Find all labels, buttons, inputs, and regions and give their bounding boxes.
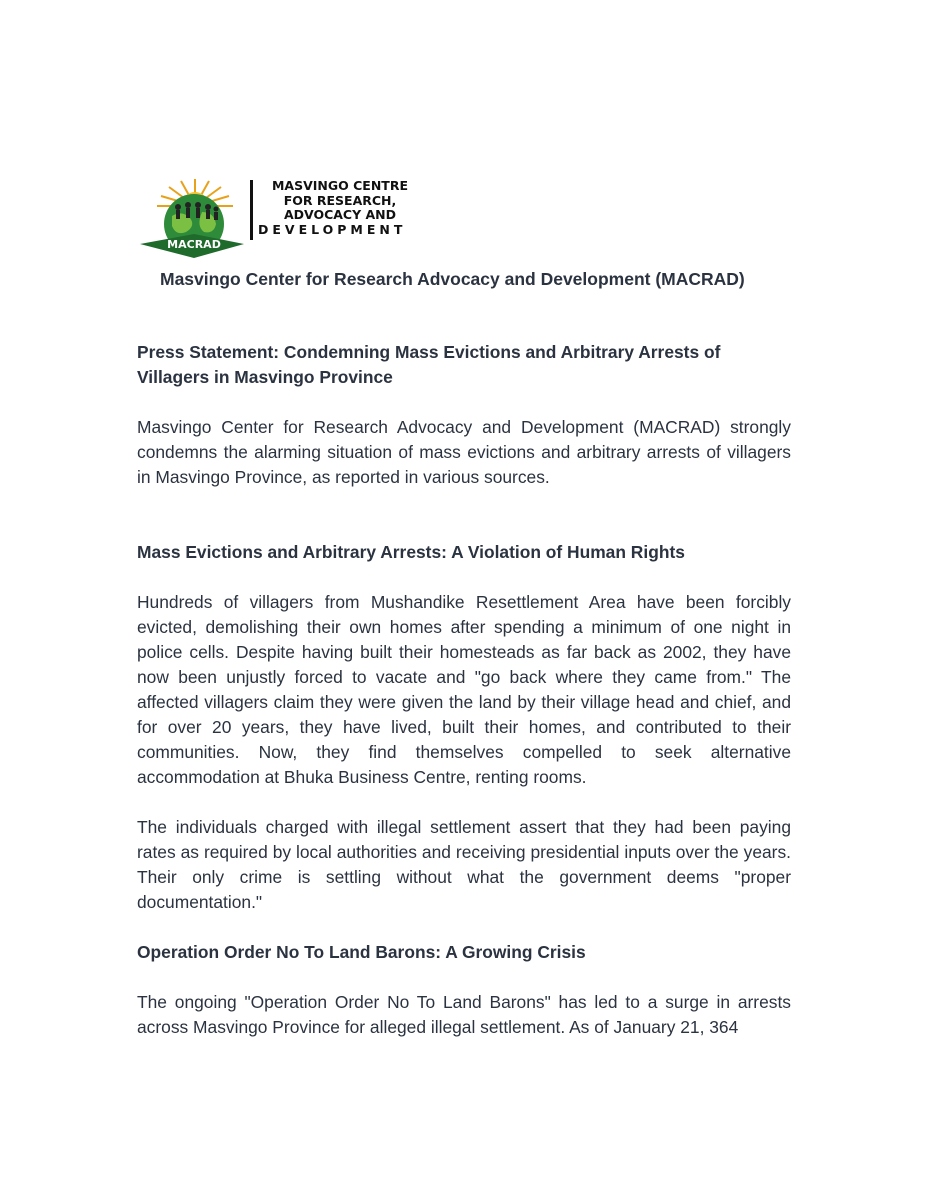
organization-heading: Masvingo Center for Research Advocacy and Development (MACRAD) xyxy=(160,269,745,289)
logo-line-3: ADVOCACY AND xyxy=(283,207,397,222)
paragraph-operation: The ongoing "Operation Order No To Land Barons" has led to a surge in arrests across Masvingo Province for alleged illegal settlement. As of January 21, 364 xyxy=(137,992,791,1037)
logo-wordmark xyxy=(254,179,426,237)
section-heading-operation: Operation Order No To Land Barons: A Growing Crisis xyxy=(137,942,586,962)
press-statement-title: Press Statement: Condemning Mass Evictions and Arbitrary Arrests of Villagers in Masvingo Province xyxy=(137,342,721,387)
macrad-badge: MACRAD xyxy=(167,238,221,251)
logo-line-4: DEVELOPMENT xyxy=(258,221,407,237)
intro-paragraph: Masvingo Center for Research Advocacy and Development (MACRAD) strongly condemns the alarming situation of mass evictions and arbitrary arrests of villagers in Masvingo Province, as reported in various sources. xyxy=(137,417,791,487)
paragraph-evictions: Hundreds of villagers from Mushandike Resettlement Area have been forcibly evicted, demolishing their own homes after spending a minimum of one night in police cells. Despite having built their homesteads as far back as 2002, they have now been unjustly forced to vacate and "go back where they came from." The affected villagers claim they were given the land by their village head and chief, and for over 20 years, they have lived, built their homes, and contributed to their communities. Now, they find themselves compelled to seek alternative accommodation at Bhuka Business Centre, renting rooms. xyxy=(137,592,791,787)
macrad-logo xyxy=(136,176,436,258)
press-statement-body xyxy=(137,340,791,1040)
logo-line-2: FOR RESEARCH, xyxy=(283,192,397,208)
paragraph-illegal-settlement: The individuals charged with illegal settlement assert that they had been paying rates as required by local authorities and receiving presidential inputs over the years. Their only crime is settling without what the government deems "proper documentation." xyxy=(137,817,791,912)
section-heading-evictions: Mass Evictions and Arbitrary Arrests: A Violation of Human Rights xyxy=(137,542,685,562)
logo-line-1: MASVINGO CENTRE xyxy=(271,178,408,193)
logo-divider xyxy=(250,180,253,240)
